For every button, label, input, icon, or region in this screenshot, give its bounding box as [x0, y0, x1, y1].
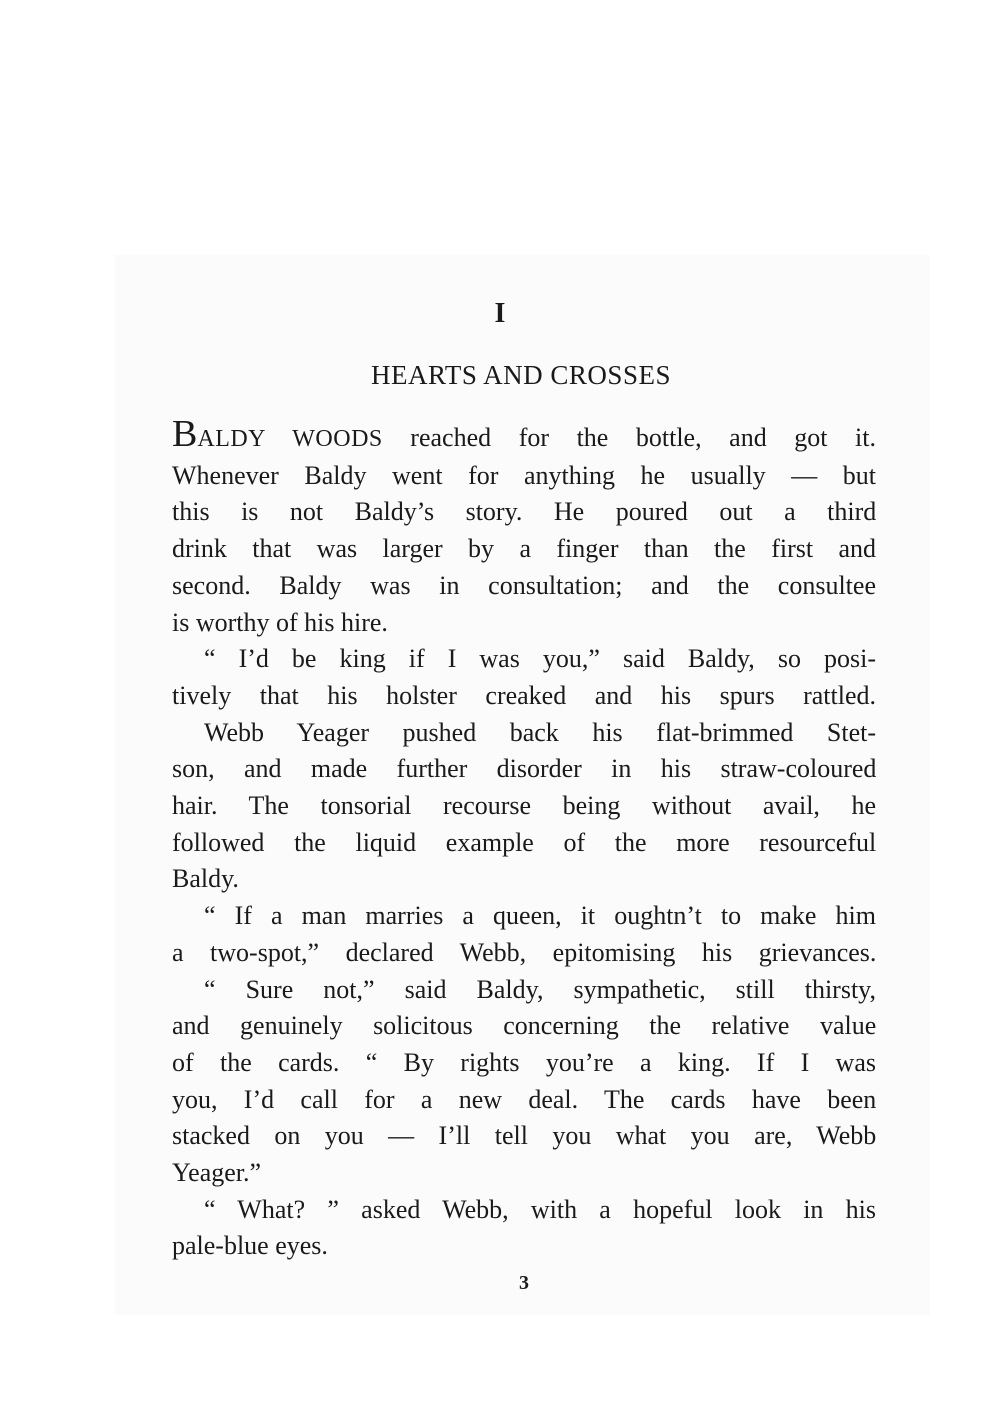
text-line: “ If a man marries a queen, it oughtn’t to make him — [204, 901, 876, 931]
text-line: “ I’d be king if I was you,” said Baldy, so posi- — [204, 644, 876, 674]
text-line: and genuinely solicitous concerning the relative value — [172, 1011, 877, 1041]
text-line: Yeager.” — [172, 1158, 262, 1188]
text-line: Whenever Baldy went for anything he usually — but — [172, 460, 876, 490]
text-line: you, I’d call for a new deal. The cards have been — [172, 1084, 877, 1114]
text-line: “ Sure not,” said Baldy, sympathetic, still thirsty, — [204, 974, 876, 1004]
chapter-number: I — [494, 298, 506, 329]
paragraph-6 — [172, 1192, 876, 1265]
text-line — [172, 413, 876, 458]
opening-small-caps: ALDY WOODS — [197, 426, 383, 452]
drop-cap: B — [172, 413, 198, 455]
text-line: drink that was larger by a finger than the first and — [172, 534, 877, 564]
text-line: is worthy of his hire. — [172, 607, 388, 637]
text-line: hair. The tonsorial recourse being without avail, he — [172, 791, 876, 821]
paragraph-5 — [172, 972, 876, 1192]
text-line: of the cards. “ By rights you’re a king. If I was — [172, 1047, 876, 1077]
text-line: a two-spot,” declared Webb, epitomising his grievances. — [172, 937, 877, 967]
text-line: “ What? ” asked Webb, with a hopeful look in his — [204, 1194, 876, 1224]
text-line: followed the liquid example of the more resourceful — [172, 827, 877, 857]
paragraph-3 — [172, 715, 876, 899]
text-line: Webb Yeager pushed back his flat-brimmed Stet- — [204, 717, 876, 747]
body-text — [172, 413, 877, 1265]
text-line: Baldy. — [172, 864, 239, 894]
text-line: stacked on you — I’ll tell you what you are, Webb — [172, 1121, 877, 1151]
paragraph-2 — [172, 641, 876, 714]
text-line: son, and made further disorder in his straw-coloured — [172, 754, 877, 784]
opening-rest: reached for the bottle, and got it. — [382, 423, 876, 452]
text-line: second. Baldy was in consultation; and the consultee — [172, 570, 876, 600]
page-number: 3 — [519, 1272, 529, 1294]
text-line: pale-blue eyes. — [172, 1231, 328, 1261]
text-line: tively that his holster creaked and his spurs rattled. — [172, 680, 876, 710]
text-line: this is not Baldy’s story. He poured out a third — [172, 497, 877, 527]
paragraph-4 — [172, 898, 876, 971]
paragraph-1 — [172, 413, 877, 641]
chapter-title: HEARTS AND CROSSES — [371, 360, 671, 390]
